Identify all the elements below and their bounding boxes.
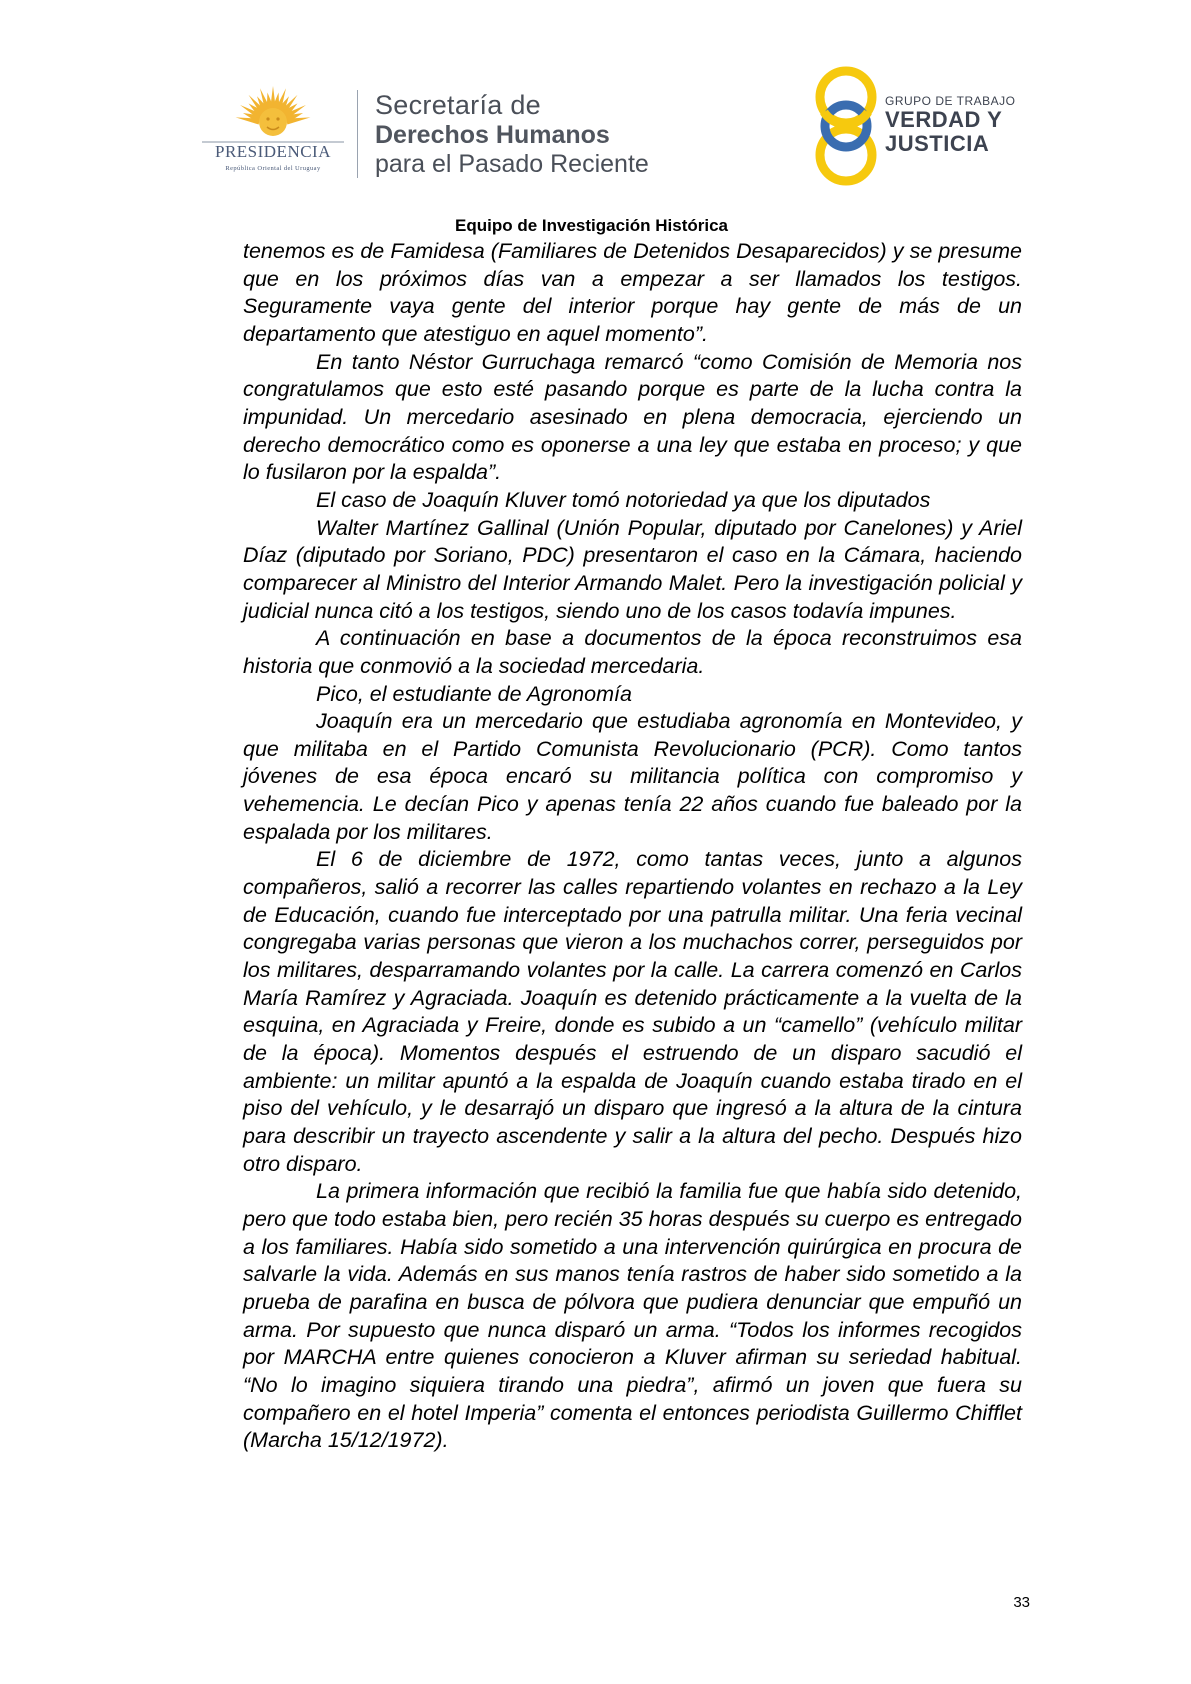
header-divider xyxy=(357,90,358,178)
paragraph: Joaquín era un mercedario que estudiaba agronomía en Montevideo, y que militaba en el Partido Comunista Revolucionario (PCR). Como tantos jóvenes de esa época encaró su militancia política con compromiso y vehemencia. Le decían Pico y apenas tenía 22 años cuando fue baleado por la espalada por los militares. xyxy=(243,709,1022,844)
grupo-line-3: JUSTICIA xyxy=(885,131,990,156)
secretaria-line-1: Secretaría de xyxy=(375,90,541,120)
paragraph: A continuación en base a documentos de la época reconstruimos esa historia que conmovió a la sociedad mercedaria. xyxy=(243,626,1022,678)
presidencia-logo xyxy=(196,84,350,180)
secretaria-title xyxy=(375,90,649,179)
grupo-trabajo-title xyxy=(885,94,1015,156)
presidencia-word: PRESIDENCIA xyxy=(214,142,331,161)
paragraph: tenemos es de Famidesa (Familiares de Detenidos Desaparecidos) y se presume que en los próximos días van a empezar a ser llamados los testigos. Seguramente vaya gente del interior porque hay gente de más de un departamento que atestiguo en aquel momento”. xyxy=(243,239,1022,346)
presidencia-subtitle: República Oriental del Uruguay xyxy=(225,165,321,172)
page-number: 33 xyxy=(1013,1594,1030,1611)
grupo-line-1: GRUPO DE TRABAJO xyxy=(885,94,1016,108)
team-title: Equipo de Investigación Histórica xyxy=(455,216,728,235)
sun-icon xyxy=(196,84,350,146)
rings-icon xyxy=(810,62,882,190)
paragraph: La primera información que recibió la familia fue que había sido detenido, pero que todo estaba bien, pero recién 35 horas después su cuerpo es entregado a los familiares. Había sido sometido a una intervención quirúrgica en procura de salvarle la vida. Además en sus manos tenía rastros de haber sido sometido a la prueba de parafina en busca de pólvora que pudiera denunciar que empuñó un arma. Por supuesto que nunca disparó un arma. “Todos los informes recogidos por MARCHA entre quienes conocieron a Kluver afirman su seriedad habitual. “No lo imagino siquiera tirando una piedra”, afirmó un joven que fuera su compañero en el hotel Imperia” comenta el entonces periodista Guillermo Chifflet (Marcha 15/12/1972). xyxy=(243,1179,1022,1453)
grupo-line-2: VERDAD Y xyxy=(885,107,1003,132)
secretaria-line-2: Derechos Humanos xyxy=(375,121,610,149)
paragraph: El 6 de diciembre de 1972, como tantas veces, junto a algunos compañeros, salió a recorrer las calles repartiendo volantes en rechazo a la Ley de Educación, cuando fue interceptado por una patrulla militar. Una feria vecinal congregaba varias personas que vieron a los muchachos correr, perseguidos por los militares, desparramando volantes por la calle. La carrera comenzó en Carlos María Ramírez y Agraciada. Joaquín es detenido prácticamente a la vuelta de la esquina, en Agraciada y Freire, donde es subido a un “camello” (vehículo militar de la época). Momentos después el estruendo de un disparo sacudió el ambiente: un militar apuntó a la espalda de Joaquín cuando estaba tirado en el piso del vehículo, y le desarrajó un disparo que ingresó a la altura de la cintura para describir un trayecto ascendente y salir a la altura del pecho. Después hizo otro disparo. xyxy=(243,847,1022,1176)
page-header xyxy=(0,0,1191,220)
paragraph: Walter Martínez Gallinal (Unión Popular, diputado por Canelones) y Ariel Díaz (diputado por Soriano, PDC) presentaron el caso en la Cámara, haciendo comparecer al Ministro del Interior Armando Malet. Pero la investigación policial y judicial nunca citó a los testigos, siendo uno de los casos todavía impunes. xyxy=(243,515,1022,623)
secretaria-line-3: para el Pasado Reciente xyxy=(375,150,649,178)
paragraph: En tanto Néstor Gurruchaga remarcó “como Comisión de Memoria nos congratulamos que esto esté pasando porque es parte de la lucha contra la impunidad. Un mercedario asesinado en plena democracia, ejerciendo un derecho democrático como es oponerse a una ley que estaba en proceso; y que lo fusilaron por la espalda”. xyxy=(243,349,1022,485)
paragraph: El caso de Joaquín Kluver tomó notoriedad ya que los diputados xyxy=(316,487,931,512)
section-heading: Pico, el estudiante de Agronomía xyxy=(316,681,632,706)
document-body xyxy=(243,238,1022,1455)
